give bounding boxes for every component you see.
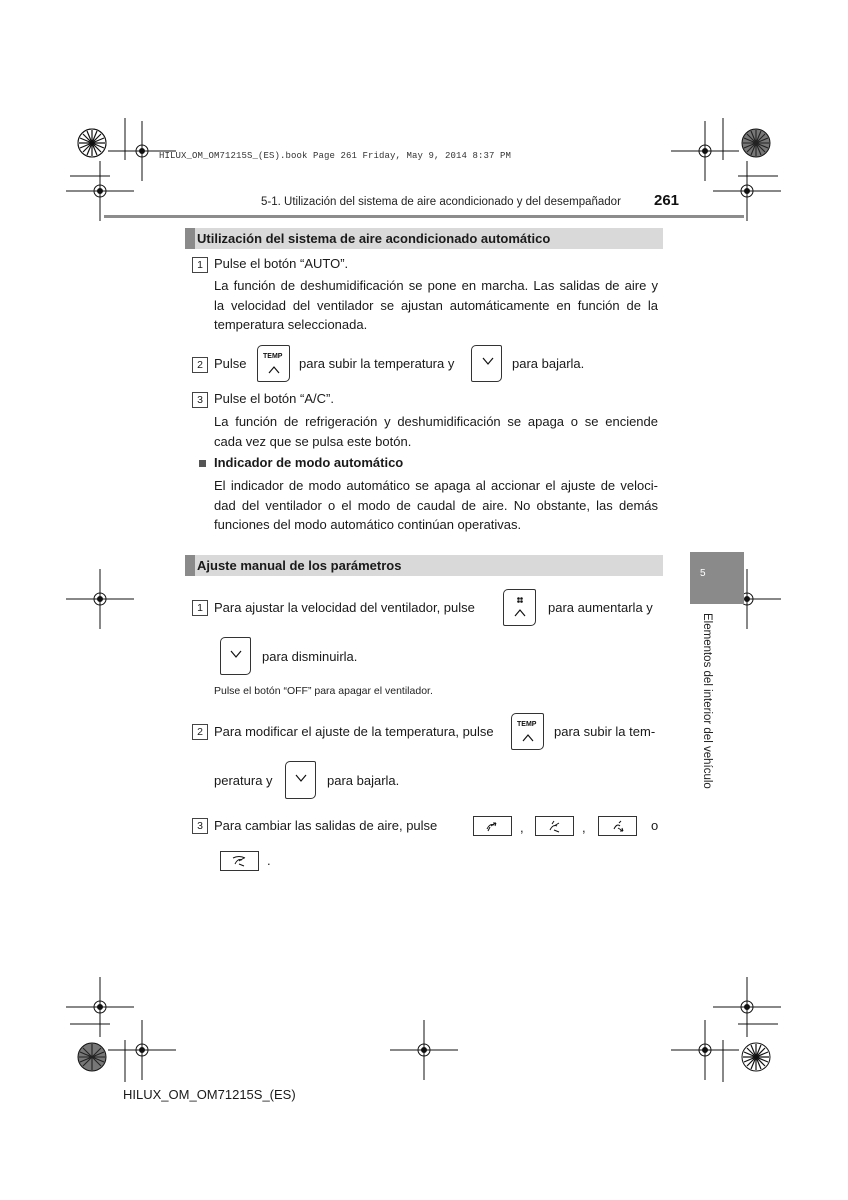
- registration-rosette-icon: [742, 1043, 770, 1071]
- section-heading-manual: Ajuste manual de los parámetros: [185, 555, 663, 576]
- crosshair-mark-icon: [671, 121, 739, 181]
- description-line: funciones del modo automático continúan operativas.: [214, 517, 522, 532]
- step-text: para subir la tem-: [554, 724, 656, 739]
- description-line: La función de deshumidificación se pone en marcha. Las salidas de aire y: [214, 278, 658, 293]
- step-text: para disminuirla.: [262, 649, 358, 664]
- step-text: Para cambiar las salidas de aire, pulse: [214, 818, 438, 833]
- fan-down-button-icon: [220, 637, 251, 675]
- airflow-feet-button-icon: [598, 816, 637, 836]
- airflow-face-feet-button-icon: [535, 816, 574, 836]
- step-text: Para modificar el ajuste de la temperatura, pulse: [214, 724, 494, 739]
- temp-down-button-icon: [471, 345, 502, 382]
- airflow-face-button-icon: [473, 816, 512, 836]
- step-number: 3: [192, 818, 208, 834]
- crosshair-mark-icon: [66, 569, 134, 629]
- bullet-square-icon: [199, 460, 206, 467]
- file-info-line: HILUX_OM_OM71215S_(ES).book Page 261 Friday, May 9, 2014 8:37 PM: [159, 151, 512, 161]
- step-text: para bajarla.: [512, 356, 585, 371]
- step-text: para bajarla.: [327, 773, 400, 788]
- step-number: 2: [192, 357, 208, 373]
- step-text: Para ajustar la velocidad del ventilador, pulse: [214, 600, 475, 615]
- footer-doc-id: HILUX_OM_OM71215S_(ES): [123, 1087, 296, 1102]
- indicator-description: [214, 476, 658, 535]
- chapter-side-label: Elementos del interior del vehículo: [701, 613, 713, 789]
- temp-down-button-icon: [285, 761, 316, 799]
- step-text: Pulse el botón “AUTO”.: [214, 256, 349, 271]
- crosshair-mark-icon: [108, 1020, 176, 1080]
- chapter-side-tab: [690, 552, 744, 604]
- crosshair-mark-icon: [713, 977, 781, 1037]
- chapter-tab-number: 5: [700, 568, 706, 579]
- step-description: [214, 276, 658, 335]
- step-text: para aumentarla y: [548, 600, 653, 615]
- separator-text: ,: [520, 820, 524, 835]
- step-text: Pulse: [214, 356, 247, 371]
- step-number: 3: [192, 392, 208, 408]
- subsection-title: Indicador de modo automático: [214, 455, 404, 470]
- temp-label: TEMP: [517, 721, 537, 728]
- fan-up-button-icon: [503, 589, 536, 626]
- step-text: Pulse el botón “A/C”.: [214, 391, 334, 406]
- section-heading-auto-ac: Utilización del sistema de aire acondicionado automático: [185, 228, 663, 249]
- header-rule: [104, 215, 744, 218]
- crosshair-mark-icon: [66, 161, 134, 221]
- step-description: [214, 412, 658, 451]
- temp-up-button-icon: [511, 713, 544, 750]
- step-text: peratura y: [214, 773, 273, 788]
- step-text: para subir la temperatura y: [299, 356, 455, 371]
- description-line: El indicador de modo automático se apaga al accionar el ajuste de veloci-: [214, 478, 658, 493]
- crosshair-mark-icon: [671, 1020, 739, 1080]
- fan-icon: [517, 597, 523, 603]
- step-number: 1: [192, 257, 208, 273]
- registration-rosette-icon: [78, 129, 106, 157]
- registration-rosette-icon: [742, 129, 770, 157]
- description-line: cada vez que se pulsa este botón.: [214, 433, 412, 449]
- chapter-title: 5-1. Utilización del sistema de aire acondicionado y del desempañador: [261, 196, 621, 208]
- separator-text: ,: [582, 820, 586, 835]
- crosshair-mark-icon: [390, 1020, 458, 1080]
- step-number: 1: [192, 600, 208, 616]
- note-text: Pulse el botón “OFF” para apagar el ventilador.: [214, 685, 433, 697]
- airflow-feet-windshield-button-icon: [220, 851, 259, 871]
- separator-text: o: [651, 818, 659, 833]
- description-line: la velocidad del ventilador se ajustan automáticamente en función de la: [214, 297, 658, 313]
- step-number: 2: [192, 724, 208, 740]
- temp-label: TEMP: [263, 353, 283, 360]
- page-number: 261: [654, 192, 680, 209]
- description-line: dad del ventilador o el modo de caudal de aire. No obstante, las demás: [214, 497, 658, 513]
- registration-rosette-icon: [78, 1043, 106, 1071]
- description-line: La función de refrigeración y deshumidificación se apaga o se enciende: [214, 414, 658, 429]
- crosshair-mark-icon: [713, 161, 781, 221]
- description-line: temperatura seleccionada.: [214, 317, 368, 332]
- crosshair-mark-icon: [66, 977, 134, 1037]
- temp-up-button-icon: [257, 345, 290, 382]
- end-period-text: .: [267, 853, 271, 868]
